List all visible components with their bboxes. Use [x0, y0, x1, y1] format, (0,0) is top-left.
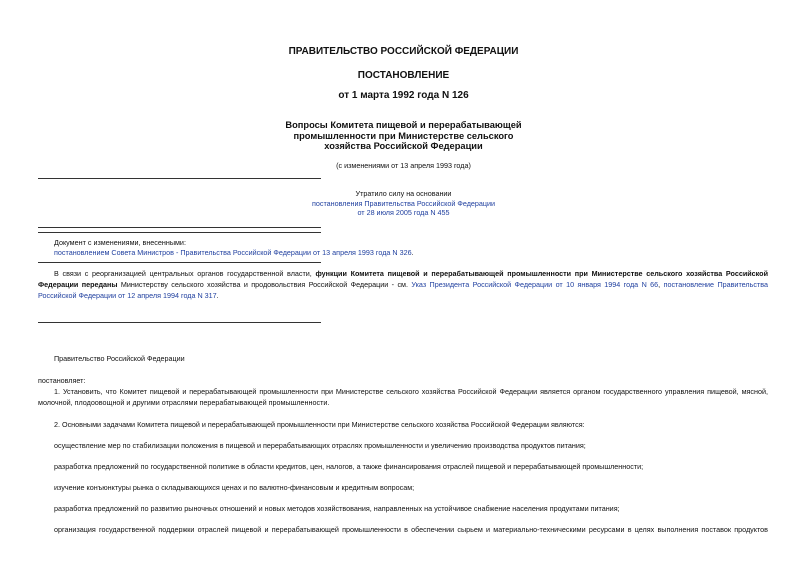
- issuer: Правительство Российской Федерации: [54, 354, 185, 363]
- status-block: [0, 189, 807, 218]
- punctuation: .: [216, 290, 219, 300]
- item-2: 2. Основными задачами Комитета пищевой и перерабатывающей промышленности при Министерстве сельского хозяйства Российской Федерации являются:: [54, 420, 585, 429]
- task-item: организация государственной поддержки отраслей пищевой и перерабатывающей промышленности в обеспечении сырьем и материально-техническими ресурсами в целях выполнения поставок продуктов: [54, 525, 768, 534]
- note-text: В связи с реорганизацией центральных органов государственной власти,: [54, 269, 316, 278]
- status-text: Утратило силу на основании: [355, 189, 452, 198]
- changes-entry: [54, 248, 768, 258]
- divider: [38, 262, 321, 263]
- amendment-link[interactable]: постановлением Совета Министров - Правительства Российской Федерации от 13 апреля 1993 года N 326: [54, 248, 412, 257]
- subject-line: хозяйства Российской Федерации: [324, 141, 483, 151]
- item-1: 1. Установить, что Комитет пищевой и перерабатывающей промышленности при Министерстве сельского хозяйства Российской Федерации является органом государственного управления пищевой, мясной, молочной, плодоовощной и другими отраслями перерабатывающей промышленности.: [38, 387, 768, 407]
- resolution-link[interactable]: постановление Правительства Российской Федерации от 12 апреля 1994 года N 317: [38, 279, 768, 300]
- repeal-link[interactable]: [0, 199, 807, 218]
- punctuation: ,: [658, 279, 664, 289]
- divider: [38, 322, 321, 323]
- task-item: разработка предложений по развитию рыночных отношений и новых методов хозяйствования, направленных на устойчивое снабжение населения продуктами питания;: [54, 504, 620, 513]
- task-item: изучение конъюнктуры рынка о складывающихся ценах и по валютно-финансовым и кредитным вопросам;: [54, 483, 415, 492]
- task-item: разработка предложений по государственной политике в области кредитов, цен, налогов, а также финансирования отраслей пищевой и перерабатывающей промышленности;: [54, 462, 644, 471]
- punctuation: .: [411, 248, 414, 257]
- changes-block: [38, 238, 768, 258]
- decree-link[interactable]: Указ Президента Российской Федерации от 10 января 1994 года N 66: [411, 279, 659, 289]
- note-text: Министерству сельского хозяйства и продовольствия Российской Федерации - см.: [117, 279, 412, 289]
- decides: постановляет:: [38, 376, 86, 385]
- repeal-link-line[interactable]: от 28 июля 2005 года N 455: [357, 208, 450, 217]
- government-title: ПРАВИТЕЛЬСТВО РОССИЙСКОЙ ФЕДЕРАЦИИ: [288, 46, 519, 57]
- amendments-note: (с изменениями от 13 апреля 1993 года): [336, 161, 471, 170]
- subject-line: Вопросы Комитета пищевой и перерабатывающей: [285, 120, 522, 130]
- subject-line: промышленности при Министерстве сельского: [293, 130, 514, 141]
- divider: [38, 178, 321, 179]
- divider: [38, 227, 321, 228]
- document-date-number: от 1 марта 1992 года N 126: [338, 90, 469, 101]
- note-bold-text: функции Комитета пищевой и перерабатывающей промышленности при Министерстве сельского хозяйства Российской Федерации переданы: [38, 269, 768, 289]
- changes-label: Документ с изменениями, внесенными:: [54, 238, 186, 247]
- document-subject: [0, 120, 807, 152]
- divider: [38, 232, 321, 233]
- task-item: осуществление мер по стабилизации положения в пищевой и перерабатывающих отраслях промышленности и увеличению производства продуктов питания;: [54, 441, 586, 450]
- reorganization-note: [38, 269, 768, 301]
- repeal-link-line[interactable]: постановления Правительства Российской Федерации: [311, 198, 496, 208]
- document-type: ПОСТАНОВЛЕНИЕ: [357, 70, 450, 81]
